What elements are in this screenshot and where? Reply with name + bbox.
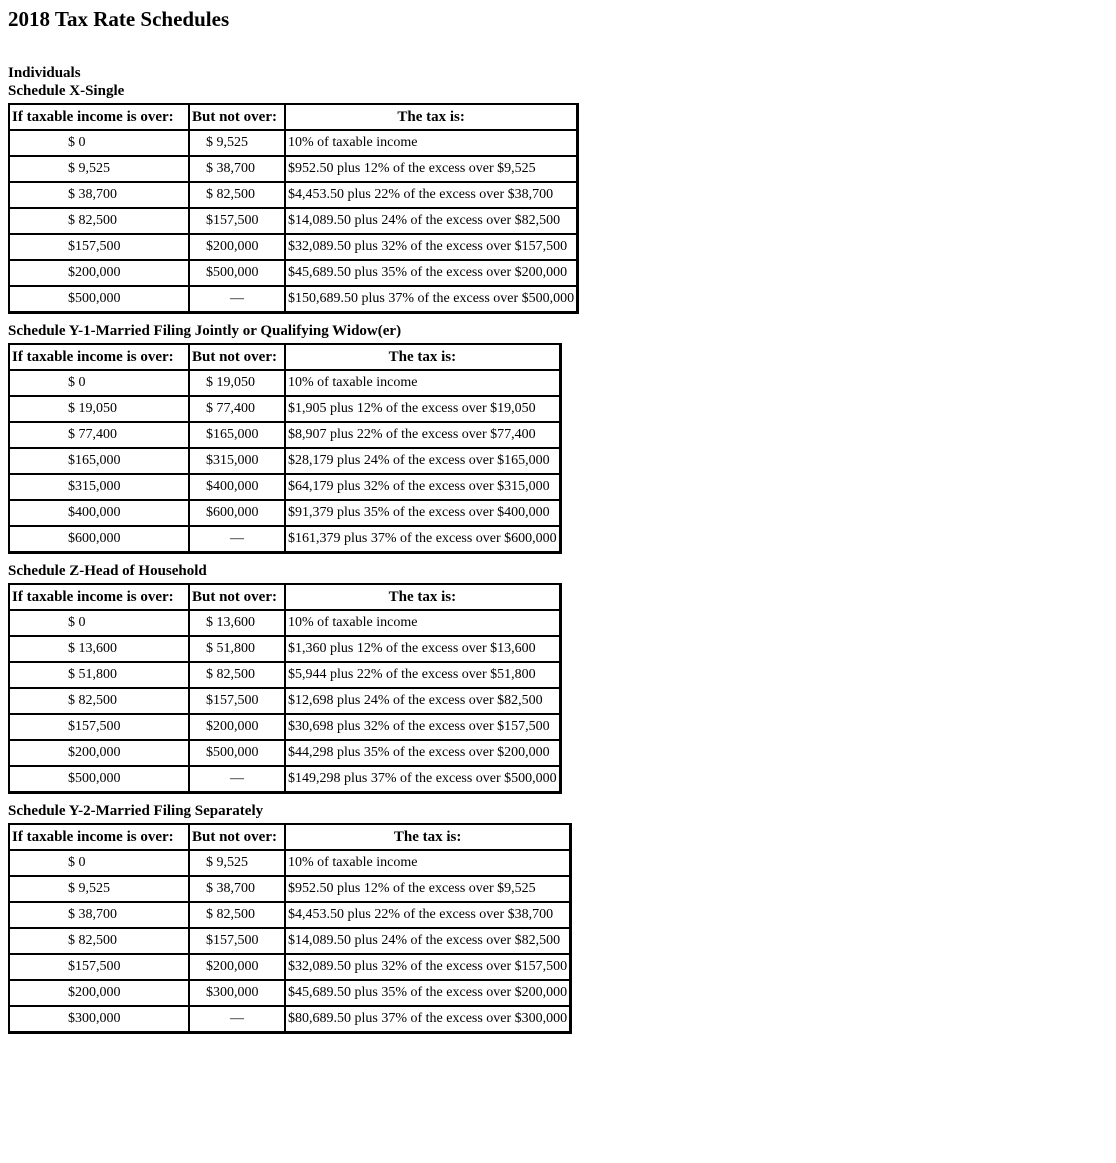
column-header-over: If taxable income is over: [9, 584, 189, 610]
table-row [9, 130, 577, 156]
income-over-cell: $165,000 [9, 448, 189, 474]
table-row [9, 928, 570, 954]
income-not-over-cell: $600,000 [189, 500, 285, 526]
income-not-over-cell: $157,500 [189, 928, 285, 954]
schedule-section [8, 562, 1116, 794]
tax-amount-cell: $5,944 plus 22% of the excess over $51,800 [285, 662, 560, 688]
schedule-title: Schedule Y-1-Married Filing Jointly or Qualifying Widow(er) [8, 323, 402, 339]
tax-amount-cell: $64,179 plus 32% of the excess over $315,000 [285, 474, 560, 500]
income-not-over-cell: $ 38,700 [189, 876, 285, 902]
income-not-over-cell: $ 9,525 [189, 130, 285, 156]
table-row [9, 182, 577, 208]
schedule-title: Schedule X-Single [8, 83, 125, 99]
table-row [9, 662, 560, 688]
income-over-cell: $ 51,800 [9, 662, 189, 688]
table-row [9, 156, 577, 182]
income-over-cell: $ 38,700 [9, 182, 189, 208]
income-over-cell: $300,000 [9, 1006, 189, 1032]
income-over-cell: $200,000 [9, 980, 189, 1006]
table-row [9, 208, 577, 234]
tax-amount-cell: $4,453.50 plus 22% of the excess over $38,700 [285, 182, 577, 208]
schedule-title: Schedule Z-Head of Household [8, 563, 207, 579]
tax-amount-cell: $30,698 plus 32% of the excess over $157,500 [285, 714, 560, 740]
income-over-cell: $ 38,700 [9, 902, 189, 928]
group-label: Individuals [8, 65, 81, 81]
tax-amount-cell: $32,089.50 plus 32% of the excess over $157,500 [285, 234, 577, 260]
table-row [9, 234, 577, 260]
column-header-not-over: But not over: [189, 344, 285, 370]
table-row [9, 636, 560, 662]
income-not-over-cell: $ 9,525 [189, 850, 285, 876]
income-not-over-cell: $165,000 [189, 422, 285, 448]
income-not-over-cell: $ 82,500 [189, 182, 285, 208]
tax-amount-cell: $161,379 plus 37% of the excess over $600,000 [285, 526, 560, 552]
table-row [9, 688, 560, 714]
tax-rate-table [8, 103, 579, 314]
column-header-over: If taxable income is over: [9, 344, 189, 370]
tax-amount-cell: $952.50 plus 12% of the excess over $9,525 [285, 156, 577, 182]
table-row [9, 396, 560, 422]
income-not-over-cell: — [189, 766, 285, 792]
income-over-cell: $ 82,500 [9, 688, 189, 714]
income-over-cell: $ 0 [9, 370, 189, 396]
column-header-not-over: But not over: [189, 584, 285, 610]
income-over-cell: $ 13,600 [9, 636, 189, 662]
income-over-cell: $600,000 [9, 526, 189, 552]
tax-amount-cell: $91,379 plus 35% of the excess over $400,000 [285, 500, 560, 526]
income-not-over-cell: $ 77,400 [189, 396, 285, 422]
tax-amount-cell: $14,089.50 plus 24% of the excess over $82,500 [285, 208, 577, 234]
table-row [9, 474, 560, 500]
table-row [9, 448, 560, 474]
page-title: 2018 Tax Rate Schedules [8, 7, 230, 31]
schedules-container [8, 82, 1116, 1034]
income-not-over-cell: $ 38,700 [189, 156, 285, 182]
column-header-tax: The tax is: [285, 824, 570, 850]
table-header-row [9, 584, 560, 610]
income-over-cell: $ 82,500 [9, 208, 189, 234]
table-row [9, 954, 570, 980]
tax-rate-table [8, 583, 562, 794]
income-not-over-cell: $200,000 [189, 234, 285, 260]
income-not-over-cell: $ 19,050 [189, 370, 285, 396]
income-not-over-cell: $200,000 [189, 714, 285, 740]
income-over-cell: $ 0 [9, 130, 189, 156]
table-row [9, 740, 560, 766]
income-over-cell: $315,000 [9, 474, 189, 500]
income-not-over-cell: $ 82,500 [189, 662, 285, 688]
table-row [9, 286, 577, 312]
tax-amount-cell: $80,689.50 plus 37% of the excess over $300,000 [285, 1006, 570, 1032]
tax-rate-table [8, 343, 562, 554]
income-over-cell: $ 0 [9, 850, 189, 876]
income-not-over-cell: $ 13,600 [189, 610, 285, 636]
schedule-section [8, 82, 1116, 314]
column-header-tax: The tax is: [285, 344, 560, 370]
table-row [9, 902, 570, 928]
tax-amount-cell: $45,689.50 plus 35% of the excess over $200,000 [285, 980, 570, 1006]
table-row [9, 1006, 570, 1032]
tax-amount-cell: 10% of taxable income [285, 130, 577, 156]
income-over-cell: $ 82,500 [9, 928, 189, 954]
tax-amount-cell: $14,089.50 plus 24% of the excess over $82,500 [285, 928, 570, 954]
column-header-tax: The tax is: [285, 584, 560, 610]
table-row [9, 422, 560, 448]
income-over-cell: $ 0 [9, 610, 189, 636]
income-not-over-cell: $ 82,500 [189, 902, 285, 928]
income-over-cell: $157,500 [9, 954, 189, 980]
tax-amount-cell: $952.50 plus 12% of the excess over $9,525 [285, 876, 570, 902]
income-not-over-cell: $400,000 [189, 474, 285, 500]
table-header-row [9, 104, 577, 130]
tax-rate-table [8, 823, 572, 1034]
income-not-over-cell: $157,500 [189, 688, 285, 714]
tax-amount-cell: 10% of taxable income [285, 850, 570, 876]
schedule-title: Schedule Y-2-Married Filing Separately [8, 803, 264, 819]
table-row [9, 850, 570, 876]
schedule-section [8, 322, 1116, 554]
income-over-cell: $400,000 [9, 500, 189, 526]
tax-amount-cell: $4,453.50 plus 22% of the excess over $38,700 [285, 902, 570, 928]
income-over-cell: $200,000 [9, 740, 189, 766]
tax-amount-cell: $28,179 plus 24% of the excess over $165,000 [285, 448, 560, 474]
table-row [9, 876, 570, 902]
column-header-over: If taxable income is over: [9, 824, 189, 850]
tax-amount-cell: $45,689.50 plus 35% of the excess over $200,000 [285, 260, 577, 286]
income-over-cell: $ 77,400 [9, 422, 189, 448]
income-over-cell: $ 19,050 [9, 396, 189, 422]
income-not-over-cell: $500,000 [189, 740, 285, 766]
income-not-over-cell: — [189, 1006, 285, 1032]
table-row [9, 610, 560, 636]
income-over-cell: $500,000 [9, 286, 189, 312]
tax-amount-cell: 10% of taxable income [285, 370, 560, 396]
table-row [9, 980, 570, 1006]
income-over-cell: $ 9,525 [9, 876, 189, 902]
tax-amount-cell: $12,698 plus 24% of the excess over $82,500 [285, 688, 560, 714]
income-over-cell: $200,000 [9, 260, 189, 286]
income-not-over-cell: $315,000 [189, 448, 285, 474]
income-not-over-cell: $157,500 [189, 208, 285, 234]
tax-amount-cell: $44,298 plus 35% of the excess over $200,000 [285, 740, 560, 766]
income-not-over-cell: $ 51,800 [189, 636, 285, 662]
column-header-not-over: But not over: [189, 824, 285, 850]
table-header-row [9, 824, 570, 850]
income-over-cell: $500,000 [9, 766, 189, 792]
income-over-cell: $157,500 [9, 234, 189, 260]
income-not-over-cell: $300,000 [189, 980, 285, 1006]
tax-amount-cell: $8,907 plus 22% of the excess over $77,400 [285, 422, 560, 448]
income-over-cell: $157,500 [9, 714, 189, 740]
tax-amount-cell: $32,089.50 plus 32% of the excess over $157,500 [285, 954, 570, 980]
tax-amount-cell: 10% of taxable income [285, 610, 560, 636]
column-header-over: If taxable income is over: [9, 104, 189, 130]
income-not-over-cell: $500,000 [189, 260, 285, 286]
income-not-over-cell: — [189, 286, 285, 312]
table-row [9, 370, 560, 396]
table-row [9, 526, 560, 552]
schedule-section [8, 802, 1116, 1034]
table-row [9, 714, 560, 740]
table-row [9, 766, 560, 792]
tax-amount-cell: $149,298 plus 37% of the excess over $500,000 [285, 766, 560, 792]
tax-amount-cell: $150,689.50 plus 37% of the excess over $500,000 [285, 286, 577, 312]
table-row [9, 260, 577, 286]
income-over-cell: $ 9,525 [9, 156, 189, 182]
column-header-tax: The tax is: [285, 104, 577, 130]
column-header-not-over: But not over: [189, 104, 285, 130]
tax-amount-cell: $1,360 plus 12% of the excess over $13,600 [285, 636, 560, 662]
table-row [9, 500, 560, 526]
table-header-row [9, 344, 560, 370]
income-not-over-cell: — [189, 526, 285, 552]
income-not-over-cell: $200,000 [189, 954, 285, 980]
tax-amount-cell: $1,905 plus 12% of the excess over $19,050 [285, 396, 560, 422]
